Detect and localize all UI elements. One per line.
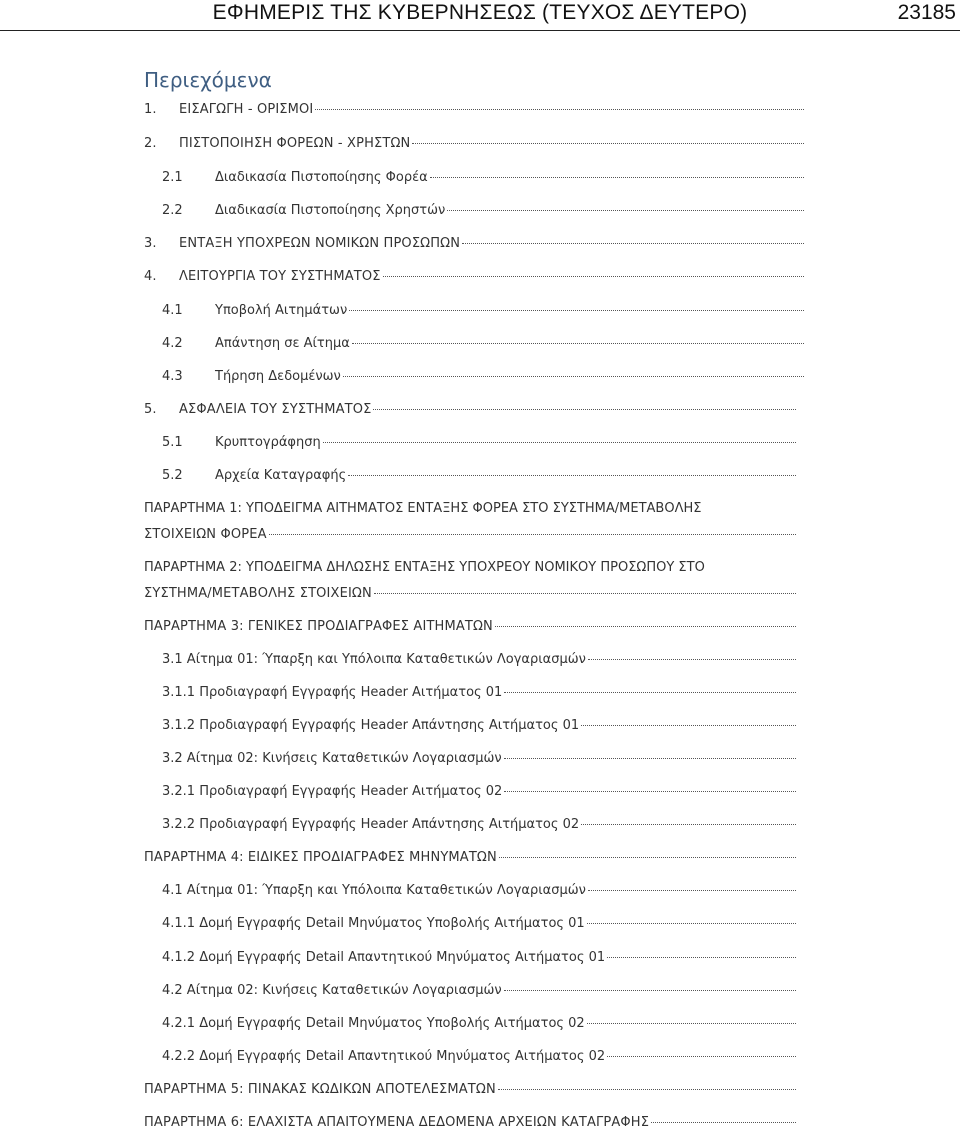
toc-appendix-4[interactable] — [144, 850, 796, 870]
toc-appendix-2[interactable] — [144, 586, 796, 606]
toc-entry-text: 4.1 Αίτημα 01: Ύπαρξη και Υπόλοιπα Καταθετικών Λογαριασμών — [162, 883, 586, 898]
dot-leader — [607, 957, 796, 958]
toc-entry-3-2-1[interactable] — [162, 784, 796, 804]
toc-entry-4-2-1[interactable] — [162, 1016, 796, 1036]
toc-entry-text: 4.2 Αίτημα 02: Κινήσεις Καταθετικών Λογαριασμών — [162, 983, 502, 998]
toc-appendix-5[interactable] — [144, 1082, 796, 1102]
toc-entry-number: 5.1 — [162, 435, 183, 450]
toc-entry-4-2-2[interactable] — [162, 1049, 796, 1069]
toc-entry-3-1-1[interactable] — [162, 685, 796, 705]
toc-entry-4-3[interactable] — [162, 369, 804, 389]
dot-leader — [587, 923, 796, 924]
toc-entry-text: 3.1.2 Προδιαγραφή Εγγραφής Header Απάντησης Αιτήματος 01 — [162, 718, 580, 733]
toc-entry-3-1-2[interactable] — [162, 718, 796, 738]
toc-entry-1[interactable] — [144, 102, 804, 122]
toc-entry-number: 4. — [144, 269, 157, 284]
toc-appendix-3[interactable] — [144, 619, 796, 639]
toc-entry-text: ΕΝΤΑΞΗ ΥΠΟΧΡΕΩΝ ΝΟΜΙΚΩΝ ΠΡΟΣΩΠΩΝ — [179, 236, 461, 251]
toc-entry-text: 3.2.2 Προδιαγραφή Εγγραφής Header Απάντησης Αιτήματος 02 — [162, 817, 580, 832]
dot-leader — [504, 758, 796, 759]
toc-entry-text: ΠΑΡΑΡΤΗΜΑ 5: ΠΙΝΑΚΑΣ ΚΩΔΙΚΩΝ ΑΠΟΤΕΛΕΣΜΑΤΩΝ — [144, 1082, 496, 1097]
toc-entry-text: 4.2.1 Δομή Εγγραφής Detail Μηνύματος Υποβολής Αιτήματος 02 — [162, 1016, 585, 1031]
toc-entry-5-1[interactable] — [162, 435, 796, 455]
toc-entry-text: ΠΑΡΑΡΤΗΜΑ 4: ΕΙΔΙΚΕΣ ΠΡΟΔΙΑΓΡΑΦΕΣ ΜΗΝΥΜΑΤΩΝ — [144, 850, 497, 865]
toc-appendix-6[interactable] — [144, 1115, 796, 1135]
toc-entry-number: 4.2 — [162, 336, 183, 351]
dot-leader — [504, 692, 796, 693]
toc-entry-text: ΑΣΦΑΛΕΙΑ ΤΟΥ ΣΥΣΤΗΜΑΤΟΣ — [179, 402, 372, 417]
page-header — [0, 0, 960, 32]
toc-entry-4[interactable] — [144, 269, 804, 289]
dot-leader — [462, 243, 804, 244]
dot-leader — [348, 475, 796, 476]
toc-entry-text: Διαδικασία Πιστοποίησης Χρηστών — [215, 203, 446, 218]
dot-leader — [588, 890, 796, 891]
toc-appendix-1[interactable] — [144, 527, 796, 547]
dot-leader — [430, 177, 804, 178]
toc-entry-5[interactable] — [144, 402, 796, 422]
toc-entry-text: 4.1.2 Δομή Εγγραφής Detail Απαντητικού Μηνύματος Αιτήματος 01 — [162, 950, 606, 965]
dot-leader — [504, 990, 796, 991]
toc-entry-text: ΠΑΡΑΡΤΗΜΑ 6: ΕΛΑΧΙΣΤΑ ΑΠΑΙΤΟΥΜΕΝΑ ΔΕΔΟΜΕΝΑ ΑΡΧΕΙΩΝ ΚΑΤΑΓΡΑΦΗΣ — [144, 1115, 650, 1130]
toc-entry-text: Απάντηση σε Αίτημα — [215, 336, 350, 351]
toc-entry-text: Τήρηση Δεδομένων — [215, 369, 341, 384]
dot-leader — [323, 442, 796, 443]
toc-entry-3-2-2[interactable] — [162, 817, 796, 837]
toc-entry-4-1-2[interactable] — [162, 950, 796, 970]
toc-entry-4-1[interactable] — [162, 303, 804, 323]
dot-leader — [581, 725, 796, 726]
dot-leader — [495, 626, 796, 627]
dot-leader — [352, 343, 804, 344]
toc-entry-3-1[interactable] — [162, 652, 796, 672]
dot-leader — [374, 593, 796, 594]
toc-entry-4-2[interactable] — [162, 336, 804, 356]
toc-entry-text: ΣΤΟΙΧΕΙΩΝ ΦΟΡΕΑ — [144, 527, 267, 542]
toc-entry-text: ΛΕΙΤΟΥΡΓΙΑ ΤΟΥ ΣΥΣΤΗΜΑΤΟΣ — [179, 269, 381, 284]
toc-entry-text: 3.2 Αίτημα 02: Κινήσεις Καταθετικών Λογαριασμών — [162, 751, 502, 766]
toc-entry-number: 1. — [144, 102, 157, 117]
toc-entry-2[interactable] — [144, 136, 804, 156]
dot-leader — [504, 791, 796, 792]
dot-leader — [581, 824, 796, 825]
toc-entry-text: ΠΙΣΤΟΠΟΙΗΣΗ ΦΟΡΕΩΝ - ΧΡΗΣΤΩΝ — [179, 136, 411, 151]
dot-leader — [343, 376, 804, 377]
header-rule — [0, 30, 960, 31]
dot-leader — [412, 143, 804, 144]
toc-entry-number: 2.2 — [162, 203, 183, 218]
toc-entry-text: 3.2.1 Προδιαγραφή Εγγραφής Header Αιτήματος 02 — [162, 784, 503, 799]
dot-leader — [315, 109, 804, 110]
dot-leader — [499, 857, 796, 858]
toc-entry-number: 2.1 — [162, 170, 183, 185]
toc-entry-text: 4.2.2 Δομή Εγγραφής Detail Απαντητικού Μηνύματος Αιτήματος 02 — [162, 1049, 606, 1064]
toc-entry-3[interactable] — [144, 236, 804, 256]
toc-entry-4-2-msg[interactable] — [162, 983, 796, 1003]
toc-entry-number: 5. — [144, 402, 157, 417]
toc-entry-number: 3. — [144, 236, 157, 251]
dot-leader — [383, 276, 804, 277]
toc-entry-2-1[interactable] — [162, 170, 804, 190]
dot-leader — [587, 1023, 796, 1024]
dot-leader — [269, 534, 796, 535]
toc-entry-text: Διαδικασία Πιστοποίησης Φορέα — [215, 170, 428, 185]
toc-entry-text: ΠΑΡΑΡΤΗΜΑ 3: ΓΕΝΙΚΕΣ ΠΡΟΔΙΑΓΡΑΦΕΣ ΑΙΤΗΜΑΤΩΝ — [144, 619, 493, 634]
toc-entry-4-1-1[interactable] — [162, 916, 796, 936]
toc-entry-text: 4.1.1 Δομή Εγγραφής Detail Μηνύματος Υποβολής Αιτήματος 01 — [162, 916, 585, 931]
dot-leader — [651, 1122, 796, 1123]
toc-entry-number: 2. — [144, 136, 157, 151]
toc-entry-4-1-msg[interactable] — [162, 883, 796, 903]
page-number: 23185 — [897, 1, 956, 24]
toc-entry-text: Κρυπτογράφηση — [215, 435, 321, 450]
toc-heading: Περιεχόμενα — [144, 68, 272, 92]
toc-entry-text: ΕΙΣΑΓΩΓΗ - ΟΡΙΣΜΟΙ — [179, 102, 314, 117]
dot-leader — [349, 310, 804, 311]
dot-leader — [447, 210, 804, 211]
toc-entry-number: 5.2 — [162, 468, 183, 483]
dot-leader — [607, 1056, 796, 1057]
toc-entry-text: 3.1.1 Προδιαγραφή Εγγραφής Header Αιτήματος 01 — [162, 685, 503, 700]
dot-leader — [498, 1089, 796, 1090]
toc-appendix-2-line1[interactable]: ΠΑΡΑΡΤΗΜΑ 2: ΥΠΟΔΕΙΓΜΑ ΔΗΛΩΣΗΣ ΕΝΤΑΞΗΣ ΥΠΟΧΡΕΟΥ ΝΟΜΙΚΟΥ ΠΡΟΣΩΠΟΥ ΣΤΟ — [144, 560, 705, 575]
toc-entry-5-2[interactable] — [162, 468, 796, 488]
toc-entry-2-2[interactable] — [162, 203, 804, 223]
toc-entry-text: Αρχεία Καταγραφής — [215, 468, 347, 483]
dot-leader — [373, 409, 796, 410]
toc-entry-text: ΣΥΣΤΗΜΑ/ΜΕΤΑΒΟΛΗΣ ΣΤΟΙΧΕΙΩΝ — [144, 586, 372, 601]
toc-entry-number: 4.1 — [162, 303, 183, 318]
toc-entry-number: 4.3 — [162, 369, 183, 384]
toc-entry-text: Υποβολή Αιτημάτων — [215, 303, 348, 318]
toc-entry-3-2[interactable] — [162, 751, 796, 771]
dot-leader — [588, 659, 796, 660]
toc-entry-text: 3.1 Αίτημα 01: Ύπαρξη και Υπόλοιπα Καταθετικών Λογαριασμών — [162, 652, 586, 667]
toc-appendix-1-line1[interactable]: ΠΑΡΑΡΤΗΜΑ 1: ΥΠΟΔΕΙΓΜΑ ΑΙΤΗΜΑΤΟΣ ΕΝΤΑΞΗΣ ΦΟΡΕΑ ΣΤΟ ΣΥΣΤΗΜΑ/ΜΕΤΑΒΟΛΗΣ — [144, 501, 702, 516]
gazette-title: ΕΦΗΜΕΡΙΣ ΤΗΣ ΚΥΒΕΡΝΗΣΕΩΣ (ΤΕΥΧΟΣ ΔΕΥΤΕΡΟ) — [212, 1, 748, 24]
